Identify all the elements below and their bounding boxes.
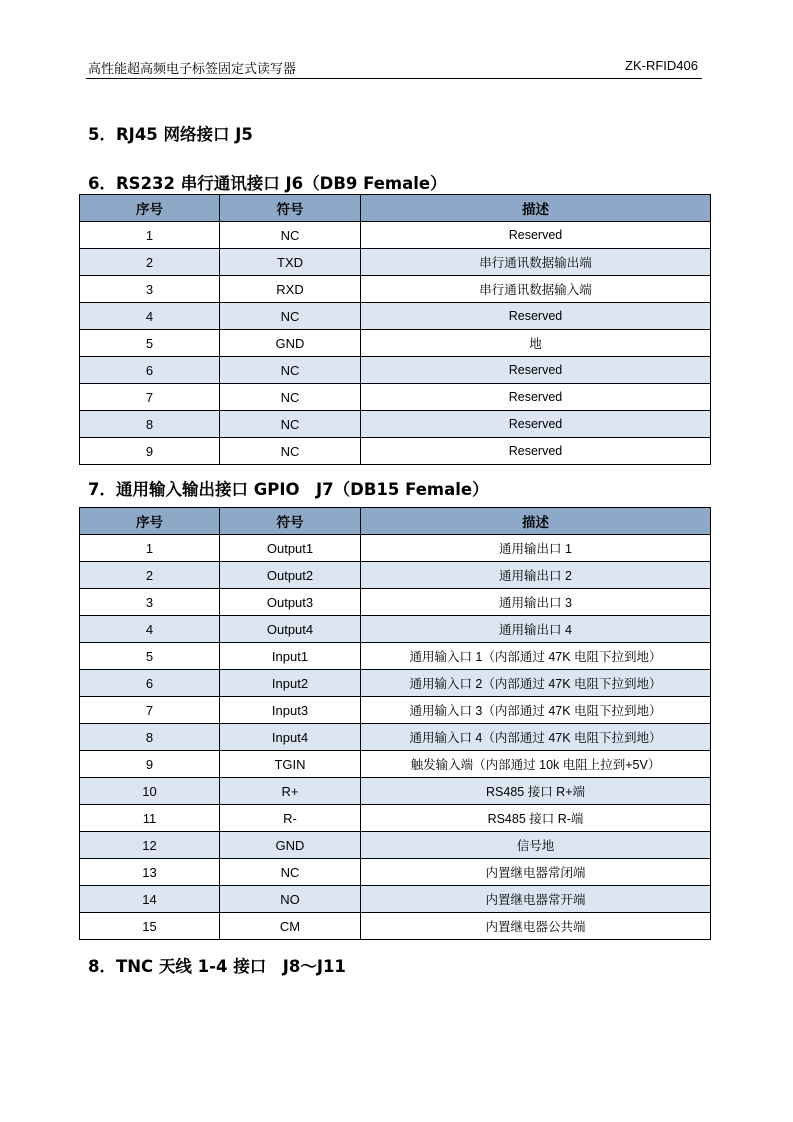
cell-symbol: R+	[220, 778, 361, 805]
table-row	[80, 303, 711, 330]
cell-pin-number: 5	[80, 643, 220, 670]
table-row	[80, 859, 711, 886]
cell-pin-number: 9	[80, 438, 220, 465]
table-row	[80, 276, 711, 303]
cell-symbol: TGIN	[220, 751, 361, 778]
cell-pin-number: 6	[80, 357, 220, 384]
cell-description: 地	[361, 330, 711, 357]
cell-pin-number: 12	[80, 832, 220, 859]
cell-symbol: Input1	[220, 643, 361, 670]
cell-description: 内置继电器常闭端	[361, 859, 711, 886]
cell-description: Reserved	[361, 222, 711, 249]
table-header-row	[80, 508, 711, 535]
cell-pin-number: 4	[80, 616, 220, 643]
cell-pin-number: 8	[80, 724, 220, 751]
cell-symbol: NC	[220, 411, 361, 438]
cell-description: 内置继电器常开端	[361, 886, 711, 913]
table-row	[80, 805, 711, 832]
table-row	[80, 535, 711, 562]
section-7-heading: 7．通用输入输出接口 GPIO J7（DB15 Female）	[88, 480, 489, 499]
cell-description: 触发输入端（内部通过 10k 电阻上拉到+5V）	[361, 751, 711, 778]
table-row	[80, 724, 711, 751]
cell-pin-number: 4	[80, 303, 220, 330]
cell-pin-number: 6	[80, 670, 220, 697]
table-row	[80, 886, 711, 913]
table-row	[80, 589, 711, 616]
cell-description: 通用输出口 1	[361, 535, 711, 562]
cell-pin-number: 2	[80, 249, 220, 276]
cell-description: 通用输入口 1（内部通过 47K 电阻下拉到地）	[361, 643, 711, 670]
cell-description: Reserved	[361, 303, 711, 330]
cell-symbol: Input2	[220, 670, 361, 697]
cell-pin-number: 1	[80, 222, 220, 249]
rs232-pin-table	[79, 194, 711, 465]
model-number: ZK-RFID406	[625, 58, 698, 73]
cell-pin-number: 10	[80, 778, 220, 805]
cell-symbol: Input4	[220, 724, 361, 751]
cell-pin-number: 14	[80, 886, 220, 913]
header-description: 描述	[361, 195, 711, 222]
cell-symbol: Input3	[220, 697, 361, 724]
cell-description: 串行通讯数据输出端	[361, 249, 711, 276]
cell-description: 通用输入口 4（内部通过 47K 电阻下拉到地）	[361, 724, 711, 751]
cell-symbol: GND	[220, 832, 361, 859]
section-5-heading: 5．RJ45 网络接口 J5	[88, 125, 253, 144]
cell-description: 串行通讯数据输入端	[361, 276, 711, 303]
cell-symbol: TXD	[220, 249, 361, 276]
cell-symbol: NO	[220, 886, 361, 913]
cell-symbol: GND	[220, 330, 361, 357]
cell-symbol: Output1	[220, 535, 361, 562]
table-row	[80, 913, 711, 940]
cell-description: Reserved	[361, 357, 711, 384]
cell-symbol: RXD	[220, 276, 361, 303]
cell-description: Reserved	[361, 438, 711, 465]
cell-pin-number: 7	[80, 384, 220, 411]
table-header-row	[80, 195, 711, 222]
table-row	[80, 832, 711, 859]
table-row	[80, 222, 711, 249]
page-header	[86, 56, 702, 79]
cell-description: 信号地	[361, 832, 711, 859]
gpio-pin-table	[79, 507, 711, 940]
cell-symbol: NC	[220, 384, 361, 411]
table-row	[80, 778, 711, 805]
cell-pin-number: 1	[80, 535, 220, 562]
header-symbol: 符号	[220, 508, 361, 535]
cell-pin-number: 3	[80, 276, 220, 303]
cell-pin-number: 7	[80, 697, 220, 724]
header-no: 序号	[80, 195, 220, 222]
cell-description: 通用输出口 4	[361, 616, 711, 643]
cell-description: Reserved	[361, 384, 711, 411]
table-row	[80, 384, 711, 411]
cell-pin-number: 11	[80, 805, 220, 832]
cell-description: RS485 接口 R-端	[361, 805, 711, 832]
cell-description: 通用输入口 2（内部通过 47K 电阻下拉到地）	[361, 670, 711, 697]
cell-pin-number: 15	[80, 913, 220, 940]
cell-description: 内置继电器公共端	[361, 913, 711, 940]
cell-pin-number: 2	[80, 562, 220, 589]
cell-description: Reserved	[361, 411, 711, 438]
cell-symbol: NC	[220, 303, 361, 330]
cell-pin-number: 8	[80, 411, 220, 438]
cell-symbol: NC	[220, 222, 361, 249]
table-row	[80, 411, 711, 438]
cell-description: 通用输出口 3	[361, 589, 711, 616]
cell-symbol: NC	[220, 438, 361, 465]
cell-description: 通用输出口 2	[361, 562, 711, 589]
table-row	[80, 670, 711, 697]
cell-symbol: Output4	[220, 616, 361, 643]
cell-symbol: Output3	[220, 589, 361, 616]
table-row	[80, 616, 711, 643]
table-row	[80, 330, 711, 357]
table-row	[80, 357, 711, 384]
table-row	[80, 249, 711, 276]
header-description: 描述	[361, 508, 711, 535]
cell-description: RS485 接口 R+端	[361, 778, 711, 805]
table-row	[80, 751, 711, 778]
cell-pin-number: 13	[80, 859, 220, 886]
cell-symbol: Output2	[220, 562, 361, 589]
table-row	[80, 643, 711, 670]
cell-description: 通用输入口 3（内部通过 47K 电阻下拉到地）	[361, 697, 711, 724]
cell-symbol: CM	[220, 913, 361, 940]
cell-symbol: R-	[220, 805, 361, 832]
section-6-heading: 6．RS232 串行通讯接口 J6（DB9 Female）	[88, 174, 447, 193]
table-row	[80, 562, 711, 589]
cell-symbol: NC	[220, 357, 361, 384]
table-row	[80, 438, 711, 465]
document-title: 高性能超高频电子标签固定式读写器	[88, 62, 297, 77]
cell-pin-number: 5	[80, 330, 220, 357]
cell-pin-number: 3	[80, 589, 220, 616]
table-row	[80, 697, 711, 724]
cell-pin-number: 9	[80, 751, 220, 778]
header-no: 序号	[80, 508, 220, 535]
section-8-heading: 8．TNC 天线 1-4 接口 J8～J11	[88, 957, 346, 976]
cell-symbol: NC	[220, 859, 361, 886]
header-symbol: 符号	[220, 195, 361, 222]
